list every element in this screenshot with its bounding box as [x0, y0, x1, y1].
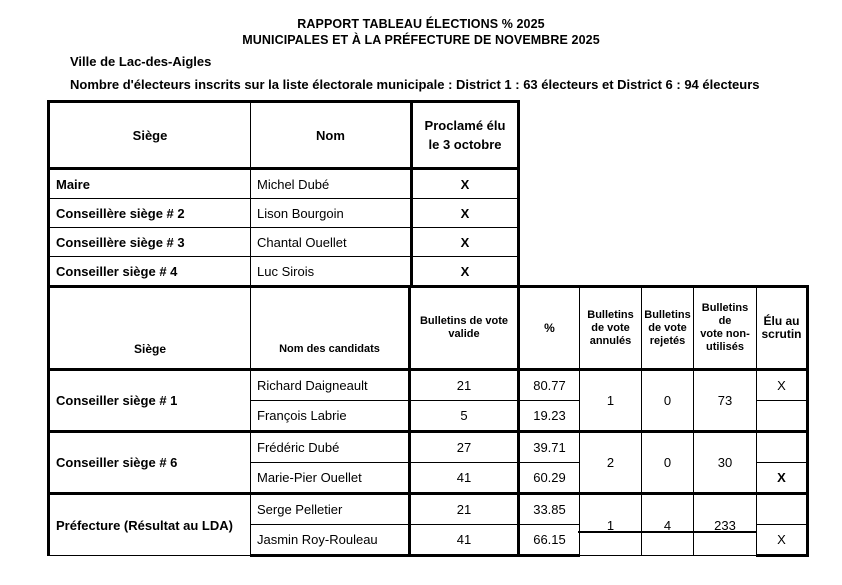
- header-rejected-line-2: de vote: [648, 321, 687, 334]
- row-valid-ballots: 41: [410, 525, 519, 556]
- row-proclaimed-mark: X: [412, 228, 519, 257]
- row-percent: 39.71: [519, 432, 580, 463]
- row-percent: 33.85: [519, 494, 580, 525]
- footer-rule: [578, 531, 756, 533]
- table-election-results: [47, 285, 809, 557]
- registered-voters-note: Nombre d'électeurs inscrits sur la liste électorale municipale : District 1 : 63 électeurs et District 6 : 94 électeurs: [70, 77, 760, 92]
- row-name: Chantal Ouellet: [251, 228, 412, 257]
- table-proclaimed-elected: [47, 100, 520, 288]
- row-proclaimed-mark: X: [412, 199, 519, 228]
- row-cancelled-ballots: 2: [580, 432, 642, 494]
- header-seat: Siège: [49, 102, 251, 169]
- row-percent: 80.77: [519, 370, 580, 401]
- header-percent: %: [519, 287, 580, 370]
- table-header-row: [49, 287, 808, 370]
- row-elected-mark: [757, 432, 808, 463]
- row-valid-ballots: 41: [410, 463, 519, 494]
- row-candidate-name: Serge Pelletier: [251, 494, 410, 525]
- row-elected-mark: X: [757, 463, 808, 494]
- row-name: Michel Dubé: [251, 169, 412, 199]
- table-row: [49, 432, 808, 463]
- table-row: [49, 228, 519, 257]
- header-candidates: Nom des candidats: [251, 287, 410, 370]
- table-row: [49, 257, 519, 287]
- document-title: [0, 17, 842, 48]
- row-percent: 66.15: [519, 525, 580, 556]
- table-row: [49, 199, 519, 228]
- row-elected-mark: X: [757, 370, 808, 401]
- header-rejected-line-3: rejetés: [649, 334, 686, 347]
- row-valid-ballots: 21: [410, 494, 519, 525]
- header-unused-line-1: Bulletins de: [701, 302, 749, 327]
- table-row: [49, 169, 519, 199]
- table-row: [49, 370, 808, 401]
- header-proclaimed: [412, 102, 519, 169]
- header-cancelled-ballots: [580, 287, 642, 370]
- header-unused-line-2: vote non-: [700, 328, 750, 340]
- header-cancelled-line-2: de vote: [591, 321, 630, 334]
- title-line-2: MUNICIPALES ET À LA PRÉFECTURE DE NOVEMBRE 2025: [242, 32, 600, 47]
- header-proclaimed-line-2: le 3 octobre: [428, 137, 502, 152]
- row-cancelled-ballots: 1: [580, 370, 642, 432]
- table-row: [49, 494, 808, 525]
- row-candidate-name: Richard Daigneault: [251, 370, 410, 401]
- row-cancelled-ballots: 1: [580, 494, 642, 556]
- header-unused-ballots: [694, 287, 757, 370]
- row-unused-ballots: 30: [694, 432, 757, 494]
- row-proclaimed-mark: X: [412, 257, 519, 287]
- row-valid-ballots: 21: [410, 370, 519, 401]
- row-elected-mark: [757, 401, 808, 432]
- row-seat: Préfecture (Résultat au LDA): [49, 494, 251, 556]
- row-candidate-name: Jasmin Roy-Rouleau: [251, 525, 410, 556]
- row-rejected-ballots: 4: [642, 494, 694, 556]
- header-name: Nom: [251, 102, 412, 169]
- header-cancelled-line-1: Bulletins: [587, 308, 634, 321]
- row-seat: Conseillère siège # 2: [49, 199, 251, 228]
- table-header-row: [49, 102, 519, 169]
- row-name: Lison Bourgoin: [251, 199, 412, 228]
- row-seat: Maire: [49, 169, 251, 199]
- row-candidate-name: Frédéric Dubé: [251, 432, 410, 463]
- row-valid-ballots: 5: [410, 401, 519, 432]
- row-valid-ballots: 27: [410, 432, 519, 463]
- city-label: Ville de Lac-des-Aigles: [70, 54, 212, 69]
- row-seat: Conseiller siège # 1: [49, 370, 251, 432]
- header-elected-line-1: Élu au: [763, 314, 800, 328]
- row-rejected-ballots: 0: [642, 432, 694, 494]
- row-proclaimed-mark: X: [412, 169, 519, 199]
- row-name: Luc Sirois: [251, 257, 412, 287]
- header-cancelled-line-3: annulés: [589, 334, 632, 347]
- row-candidate-name: François Labrie: [251, 401, 410, 432]
- row-unused-ballots: 73: [694, 370, 757, 432]
- title-line-1: RAPPORT TABLEAU ÉLECTIONS % 2025: [297, 17, 545, 31]
- row-elected-mark: X: [757, 525, 808, 556]
- row-percent: 60.29: [519, 463, 580, 494]
- header-unused-line-3: utilisés: [706, 341, 744, 353]
- row-seat: Conseiller siège # 6: [49, 432, 251, 494]
- header-elected-line-2: scrutin: [761, 327, 802, 341]
- row-candidate-name: Marie-Pier Ouellet: [251, 463, 410, 494]
- row-rejected-ballots: 0: [642, 370, 694, 432]
- row-seat: Conseiller siège # 4: [49, 257, 251, 287]
- row-elected-mark: [757, 494, 808, 525]
- header-elected-by-ballot: [757, 287, 808, 370]
- header-rejected-ballots: [642, 287, 694, 370]
- header-rejected-line-1: Bulletins: [644, 308, 691, 321]
- row-seat: Conseillère siège # 3: [49, 228, 251, 257]
- header-valid-ballots: Bulletins de vote valide: [410, 287, 519, 370]
- header-seat: Siège: [49, 287, 251, 370]
- row-percent: 19.23: [519, 401, 580, 432]
- header-proclaimed-line-1: Proclamé élu: [424, 118, 506, 133]
- row-unused-ballots: 233: [694, 494, 757, 556]
